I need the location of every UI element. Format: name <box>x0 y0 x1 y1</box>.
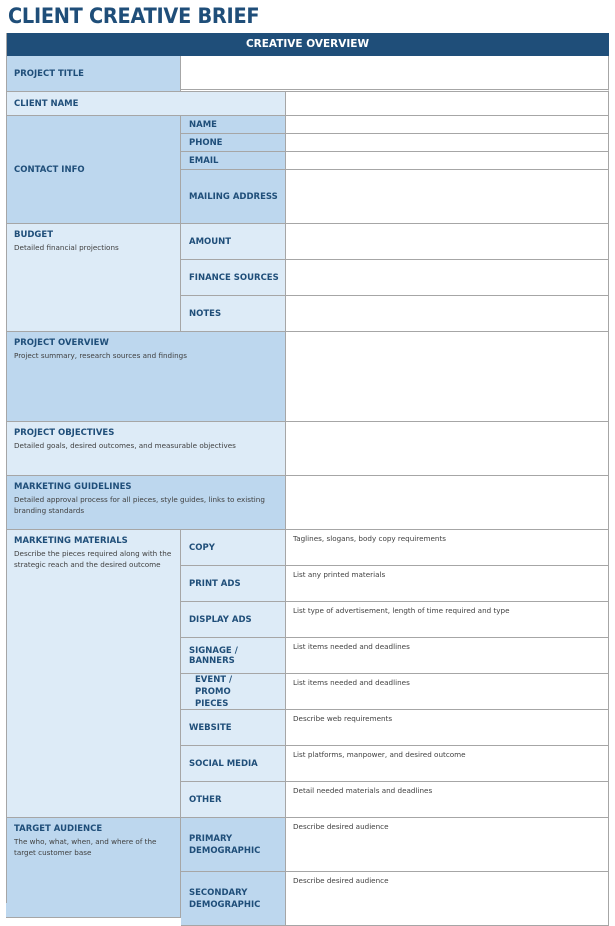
secondary-demographic-hint: Describe desired audience <box>293 876 389 885</box>
marketing-materials-label-cell <box>6 530 181 818</box>
budget-label: BUDGET <box>14 230 54 240</box>
project-objectives-label: PROJECT OBJECTIVES <box>14 428 115 438</box>
display-ads-label-cell <box>181 602 286 638</box>
website-input[interactable] <box>286 710 609 746</box>
copy-hint: Taglines, slogans, body copy requirements <box>293 534 447 543</box>
signage-banners-input[interactable] <box>286 638 609 674</box>
primary-demographic-hint: Describe desired audience <box>293 822 389 831</box>
social-media-label: SOCIAL MEDIA <box>189 758 258 769</box>
project-title-input[interactable] <box>181 56 609 92</box>
social-media-input[interactable] <box>286 746 609 782</box>
table-left-border <box>6 33 7 903</box>
client-name-label-cell <box>6 92 286 116</box>
client-name-input[interactable] <box>286 92 609 116</box>
copy-label: COPY <box>189 542 215 553</box>
target-audience-label-cell <box>6 818 181 918</box>
social-media-label-cell <box>181 746 286 782</box>
event-promo-label-cell <box>181 674 286 710</box>
website-hint: Describe web requirements <box>293 714 393 723</box>
target-audience-description: The who, what, when, and where of the target customer base <box>14 837 157 857</box>
secondary-demographic-label: SECONDARY DEMOGRAPHIC <box>189 887 261 910</box>
section-header-creative-overview: CREATIVE OVERVIEW <box>6 33 609 56</box>
finance-sources-label-cell <box>181 260 286 296</box>
project-title-label-cell <box>6 56 181 92</box>
notes-input[interactable] <box>286 296 609 332</box>
target-audience-label: TARGET AUDIENCE <box>14 824 103 834</box>
primary-demographic-label: PRIMARY DEMOGRAPHIC <box>189 833 261 856</box>
other-label-cell <box>181 782 286 818</box>
print-ads-label-cell <box>181 566 286 602</box>
signage-banners-label-cell <box>181 638 286 674</box>
budget-description: Detailed financial projections <box>14 243 119 252</box>
social-media-hint: List platforms, manpower, and desired outcome <box>293 750 466 759</box>
event-promo-hint: List items needed and deadlines <box>293 678 410 687</box>
notes-label-cell <box>181 296 286 332</box>
amount-label-cell <box>181 224 286 260</box>
email-input[interactable] <box>286 152 609 170</box>
marketing-guidelines-label-cell <box>6 476 286 530</box>
primary-demographic-label-cell <box>181 818 286 872</box>
notes-label: NOTES <box>189 308 222 319</box>
marketing-guidelines-input[interactable] <box>286 476 609 530</box>
marketing-guidelines-label: MARKETING GUIDELINES <box>14 482 132 492</box>
website-label: WEBSITE <box>189 722 232 733</box>
finance-sources-label: FINANCE SOURCES <box>189 272 279 283</box>
name-label: NAME <box>189 119 217 130</box>
project-objectives-input[interactable] <box>286 422 609 476</box>
display-ads-input[interactable] <box>286 602 609 638</box>
other-hint: Detail needed materials and deadlines <box>293 786 433 795</box>
finance-sources-input[interactable] <box>286 260 609 296</box>
secondary-demographic-input[interactable] <box>286 872 609 926</box>
phone-input[interactable] <box>286 134 609 152</box>
project-overview-description: Project summary, research sources and findings <box>14 351 187 360</box>
name-input[interactable] <box>286 116 609 134</box>
event-promo-input[interactable] <box>286 674 609 710</box>
project-title-label: PROJECT TITLE <box>14 68 84 79</box>
project-overview-input[interactable] <box>286 332 609 422</box>
email-label-cell <box>181 152 286 170</box>
marketing-materials-label: MARKETING MATERIALS <box>14 536 128 546</box>
phone-label-cell <box>181 134 286 152</box>
budget-label-cell <box>6 224 181 332</box>
other-input[interactable] <box>286 782 609 818</box>
print-ads-label: PRINT ADS <box>189 578 241 589</box>
project-objectives-label-cell <box>6 422 286 476</box>
name-label-cell <box>181 116 286 134</box>
event-promo-label: EVENT / PROMO PIECES <box>195 674 233 709</box>
mailing-address-label-cell <box>181 170 286 224</box>
signage-banners-hint: List items needed and deadlines <box>293 642 410 651</box>
display-ads-label: DISPLAY ADS <box>189 614 252 625</box>
copy-label-cell <box>181 530 286 566</box>
phone-label: PHONE <box>189 137 223 148</box>
other-label: OTHER <box>189 794 222 805</box>
contact-info-label: CONTACT INFO <box>14 164 85 175</box>
mailing-address-input[interactable] <box>286 170 609 224</box>
print-ads-input[interactable] <box>286 566 609 602</box>
website-label-cell <box>181 710 286 746</box>
client-name-label: CLIENT NAME <box>14 98 79 109</box>
secondary-demographic-label-cell <box>181 872 286 926</box>
contact-info-label-cell <box>6 116 181 224</box>
email-label: EMAIL <box>189 155 219 166</box>
signage-banners-label: SIGNAGE / BANNERS <box>189 645 238 666</box>
display-ads-hint: List type of advertisement, length of time required and type <box>293 606 510 615</box>
project-objectives-description: Detailed goals, desired outcomes, and measurable objectives <box>14 441 236 450</box>
copy-input[interactable] <box>286 530 609 566</box>
primary-demographic-input[interactable] <box>286 818 609 872</box>
amount-label: AMOUNT <box>189 236 232 247</box>
page-title: CLIENT CREATIVE BRIEF <box>8 4 260 28</box>
mailing-address-label: MAILING ADDRESS <box>189 191 278 202</box>
marketing-materials-description: Describe the pieces required along with the strategic reach and the desired outcome <box>14 549 172 569</box>
project-overview-label: PROJECT OVERVIEW <box>14 338 109 348</box>
project-overview-label-cell <box>6 332 286 422</box>
print-ads-hint: List any printed materials <box>293 570 386 579</box>
marketing-guidelines-description: Detailed approval process for all pieces, style guides, links to existing branding standards <box>14 495 265 515</box>
amount-input[interactable] <box>286 224 609 260</box>
